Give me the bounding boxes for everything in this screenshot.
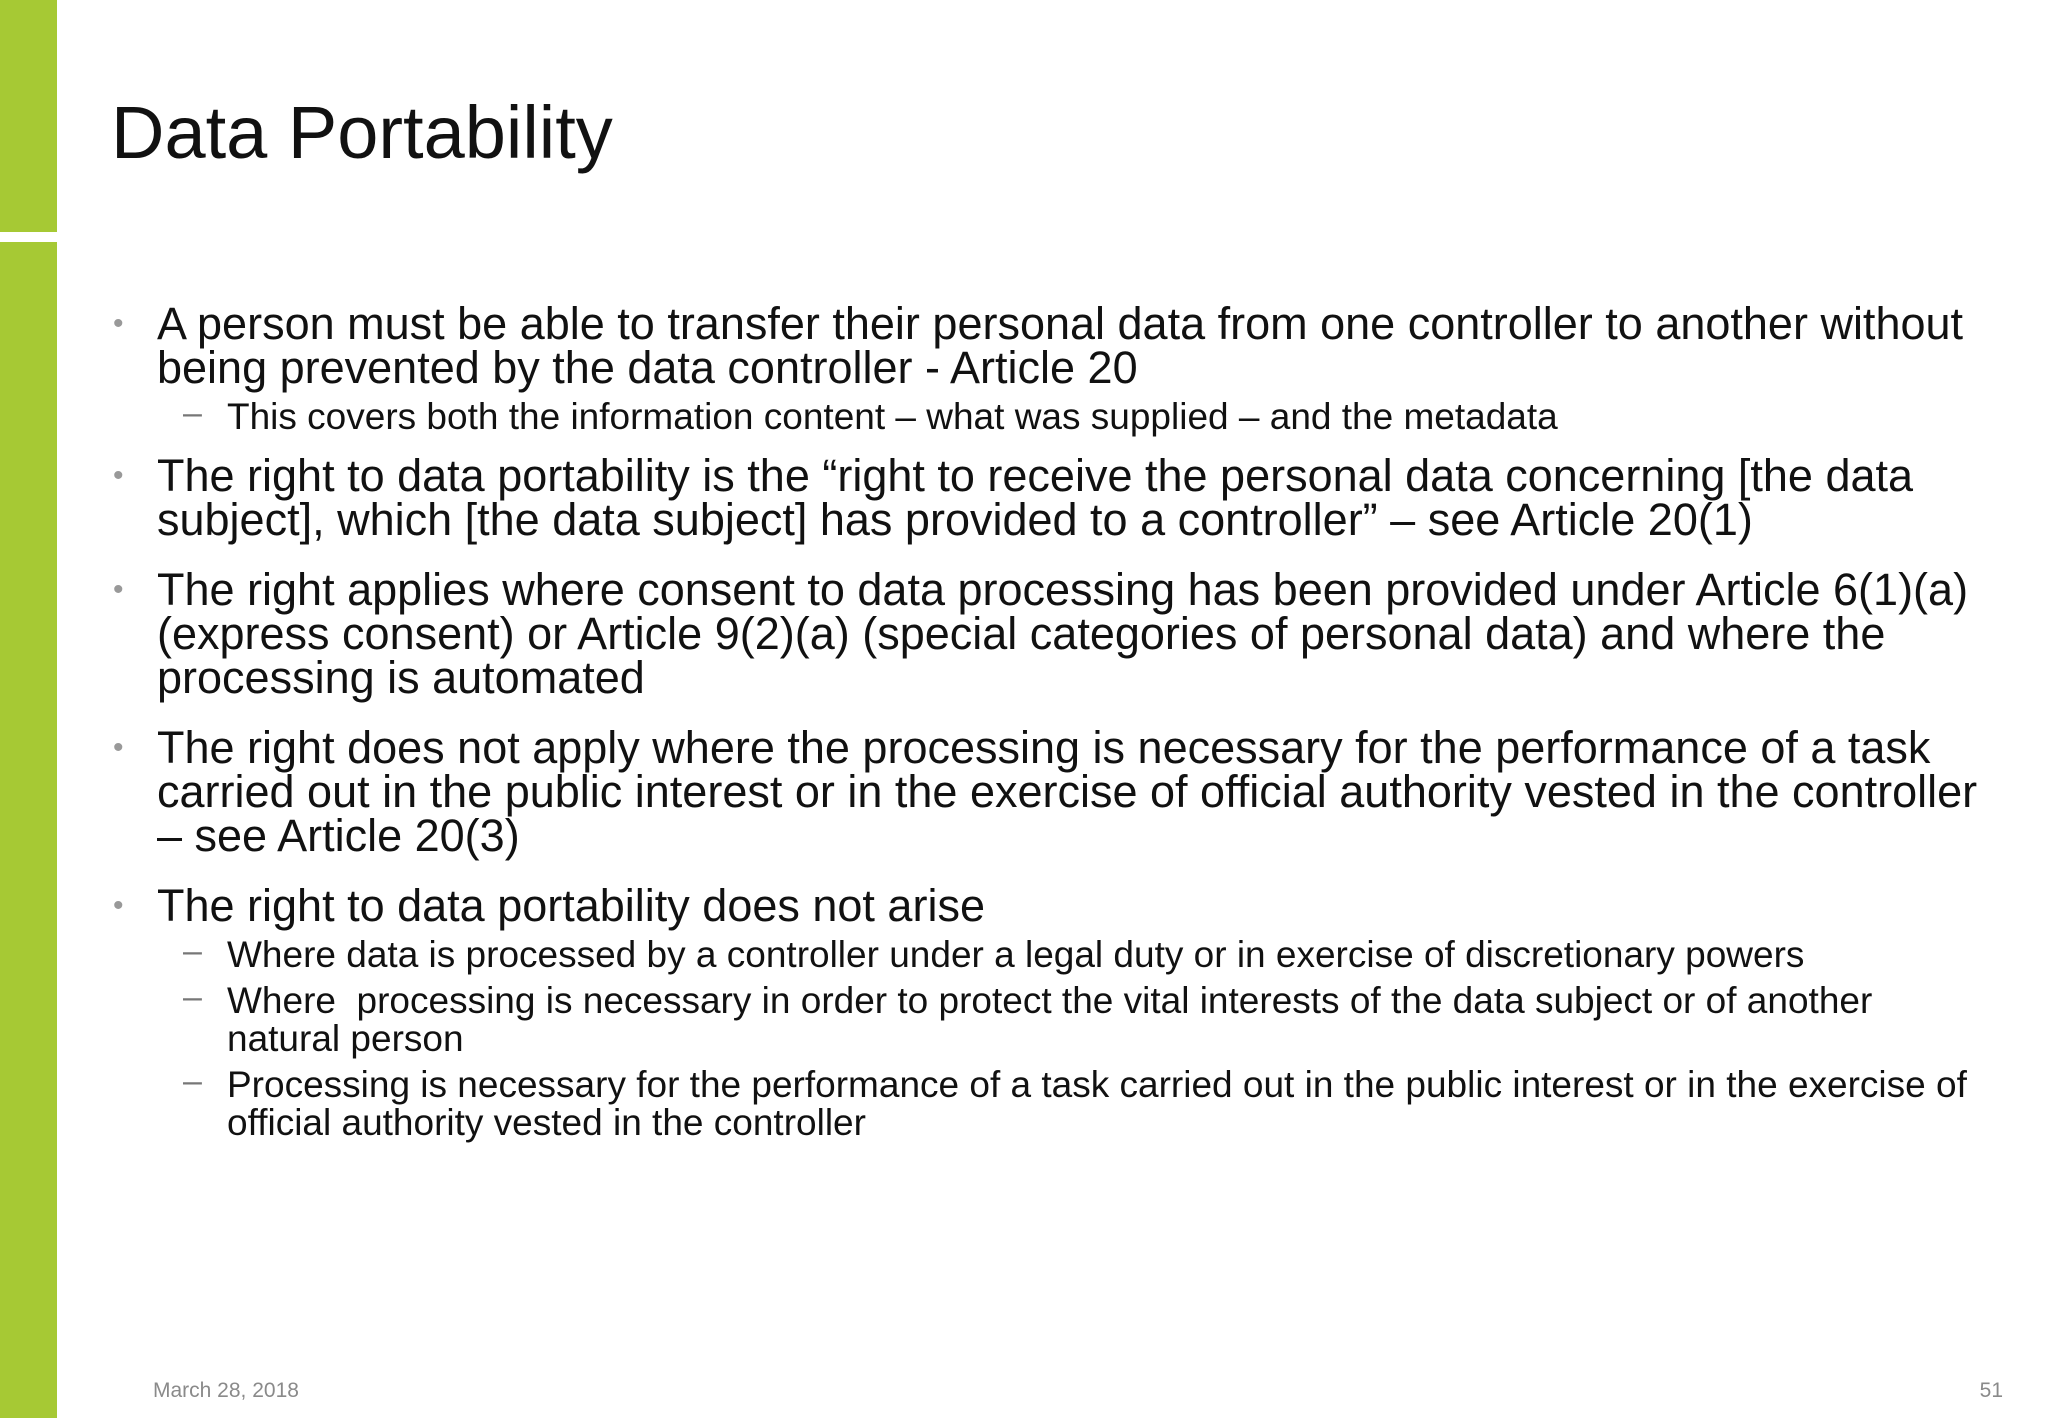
accent-bar-bottom — [0, 242, 57, 1418]
accent-bar-top — [0, 0, 57, 232]
bullet-item — [111, 298, 1991, 437]
bullet-item — [111, 564, 1991, 703]
sub-bullet-item — [111, 978, 1991, 1059]
sub-bullet-text: Where data is processed by a controller under a legal duty or in exercise of discretionary powers — [227, 934, 1805, 975]
bullet-text: The right to data portability is the “right to receive the personal data concerning [the data subject], which [the data subject] has provided to a controller” – see Article 20(1) — [157, 450, 1914, 545]
slide-title: Data Portability — [111, 91, 613, 174]
sub-bullet-text: Where processing is necessary in order to protect the vital interests of the data subject or of another natural person — [227, 980, 1883, 1059]
sub-bullet-text: Processing is necessary for the performance of a task carried out in the public interest or in the exercise of official authority vested in the controller — [227, 1064, 1967, 1143]
sub-bullet-item — [111, 1062, 1991, 1143]
bullet-dot-icon: • — [113, 889, 124, 922]
sub-bullet-item — [111, 932, 1991, 975]
bullet-text: The right applies where consent to data processing has been provided under Article 6(1)(a) (express consent) or Article 9(2)(a) (special categories of personal data) and where the processing is automated — [157, 564, 1969, 703]
bullet-text: The right does not apply where the processing is necessary for the performance of a task carried out in the public interest or in the exercise of official authority vested in the controller – see Article 20(3) — [157, 722, 1978, 861]
dash-icon: – — [183, 394, 202, 432]
bullet-item — [111, 450, 1991, 545]
bullet-text: A person must be able to transfer their personal data from one controller to another without being prevented by the data controller - Article 20 — [157, 298, 1964, 393]
sub-bullet-item — [111, 394, 1991, 437]
sub-bullet-text: This covers both the information content – what was supplied – and the metadata — [227, 396, 1558, 437]
dash-icon: – — [183, 978, 202, 1016]
dash-icon: – — [183, 1062, 202, 1100]
page-number: 51 — [1979, 1379, 2003, 1402]
dash-icon: – — [183, 932, 202, 970]
bullet-item — [111, 722, 1991, 861]
sub-list — [157, 394, 1991, 437]
sub-list — [157, 932, 1991, 1143]
bullet-dot-icon: • — [113, 459, 124, 492]
bullet-item — [111, 880, 1991, 1143]
bullet-dot-icon: • — [113, 573, 124, 606]
slide-content — [111, 298, 1991, 1160]
bullet-dot-icon: • — [113, 731, 124, 764]
footer-date: March 28, 2018 — [153, 1379, 299, 1402]
bullet-dot-icon: • — [113, 307, 124, 340]
bullet-text: The right to data portability does not arise — [157, 880, 985, 931]
